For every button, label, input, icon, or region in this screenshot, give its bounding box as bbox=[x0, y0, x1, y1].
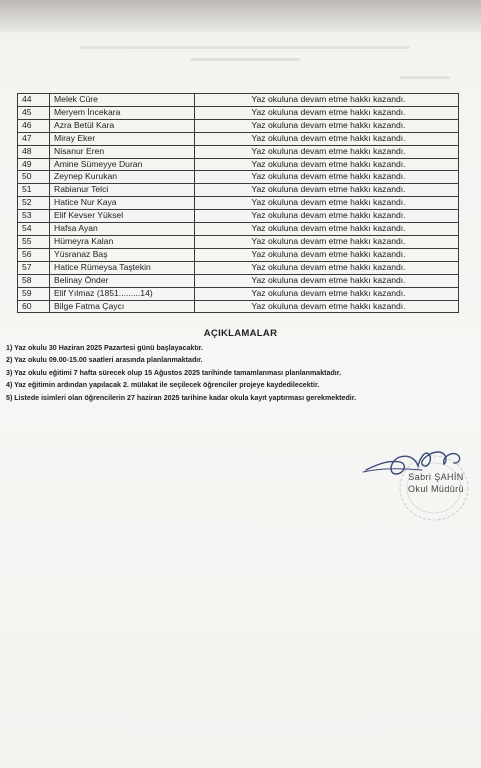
row-number: 57 bbox=[18, 261, 50, 274]
note-item: 1) Yaz okulu 30 Haziran 2025 Pazartesi günü başlayacaktır. bbox=[6, 344, 204, 352]
student-name: Miray Eker bbox=[50, 132, 195, 145]
signature-block bbox=[360, 430, 475, 530]
table-row bbox=[18, 184, 459, 197]
row-number: 60 bbox=[18, 300, 50, 313]
student-name: Hatice Nur Kaya bbox=[50, 197, 195, 210]
student-name: Azra Betül Kara bbox=[50, 119, 195, 132]
student-name: Yüsranaz Baş bbox=[50, 248, 195, 261]
table-row bbox=[18, 94, 459, 107]
row-number: 55 bbox=[18, 235, 50, 248]
row-number: 53 bbox=[18, 210, 50, 223]
notes-title: AÇIKLAMALAR bbox=[203, 328, 278, 339]
status-text: Yaz okuluna devam etme hakkı kazandı. bbox=[195, 300, 459, 313]
table-row bbox=[18, 274, 459, 287]
table-row bbox=[18, 248, 459, 261]
status-text: Yaz okuluna devam etme hakkı kazandı. bbox=[195, 171, 459, 184]
student-name: Elif Yılmaz (1851.........14) bbox=[50, 287, 195, 300]
row-number: 46 bbox=[18, 119, 50, 132]
row-number: 56 bbox=[18, 248, 50, 261]
status-text: Yaz okuluna devam etme hakkı kazandı. bbox=[195, 132, 459, 145]
student-name: Melek Cüre bbox=[50, 94, 195, 107]
table-row bbox=[18, 235, 459, 248]
row-number: 48 bbox=[18, 145, 50, 158]
row-number: 59 bbox=[18, 287, 50, 300]
row-number: 47 bbox=[18, 132, 50, 145]
student-name: Belinay Önder bbox=[50, 274, 195, 287]
student-name: Bilge Fatma Çaycı bbox=[50, 300, 195, 313]
bleed-through-text bbox=[40, 40, 460, 84]
table-row bbox=[18, 261, 459, 274]
status-text: Yaz okuluna devam etme hakkı kazandı. bbox=[195, 235, 459, 248]
status-text: Yaz okuluna devam etme hakkı kazandı. bbox=[195, 94, 459, 107]
status-text: Yaz okuluna devam etme hakkı kazandı. bbox=[195, 145, 459, 158]
note-item: 2) Yaz okulu 09.00-15.00 saatleri arasında planlanmaktadır. bbox=[6, 356, 203, 365]
note-item: 4) Yaz eğitimin ardından yapılacak 2. mülakat ile seçilecek öğrenciler projeye kaydedilecektir. bbox=[6, 381, 320, 390]
row-number: 58 bbox=[18, 274, 50, 287]
table-row bbox=[18, 197, 459, 210]
status-text: Yaz okuluna devam etme hakkı kazandı. bbox=[195, 287, 459, 300]
student-name: Rabianur Telci bbox=[50, 184, 195, 197]
status-text: Yaz okuluna devam etme hakkı kazandı. bbox=[195, 197, 459, 210]
student-table-body bbox=[18, 94, 459, 313]
status-text: Yaz okuluna devam etme hakkı kazandı. bbox=[195, 106, 459, 119]
table-row bbox=[18, 106, 459, 119]
table-row bbox=[18, 119, 459, 132]
status-text: Yaz okuluna devam etme hakkı kazandı. bbox=[195, 158, 459, 171]
status-text: Yaz okuluna devam etme hakkı kazandı. bbox=[195, 248, 459, 261]
student-name: Meryem İncekara bbox=[50, 106, 195, 119]
student-table bbox=[17, 93, 459, 313]
status-text: Yaz okuluna devam etme hakkı kazandı. bbox=[195, 274, 459, 287]
table-row bbox=[18, 132, 459, 145]
student-name: Zeynep Kurukan bbox=[50, 171, 195, 184]
status-text: Yaz okuluna devam etme hakkı kazandı. bbox=[195, 119, 459, 132]
row-number: 50 bbox=[18, 171, 50, 184]
notes-list bbox=[6, 342, 476, 404]
table-row bbox=[18, 145, 459, 158]
student-name: Elif Kevser Yüksel bbox=[50, 210, 195, 223]
table-row bbox=[18, 223, 459, 236]
row-number: 44 bbox=[18, 94, 50, 107]
principal-title: Okul Müdürü bbox=[408, 484, 464, 494]
student-name: Hümeyra Kalan bbox=[50, 235, 195, 248]
student-name: Hafsa Ayan bbox=[50, 223, 195, 236]
scan-shadow bbox=[0, 0, 481, 32]
table-row bbox=[18, 158, 459, 171]
note-item: 5) Listede isimleri olan öğrencilerin 27 haziran 2025 tarihine kadar okula kayıt yaptırması gerekmektedir. bbox=[6, 393, 357, 402]
table-row bbox=[18, 300, 459, 313]
row-number: 45 bbox=[18, 106, 50, 119]
student-name: Nisanur Eren bbox=[50, 145, 195, 158]
status-text: Yaz okuluna devam etme hakkı kazandı. bbox=[195, 261, 459, 274]
principal-name: Sabri ŞAHİN bbox=[408, 472, 464, 482]
status-text: Yaz okuluna devam etme hakkı kazandı. bbox=[195, 184, 459, 197]
table-row bbox=[18, 171, 459, 184]
row-number: 51 bbox=[18, 184, 50, 197]
row-number: 54 bbox=[18, 223, 50, 236]
status-text: Yaz okuluna devam etme hakkı kazandı. bbox=[195, 223, 459, 236]
row-number: 52 bbox=[18, 197, 50, 210]
table-row bbox=[18, 287, 459, 300]
note-item: 3) Yaz okulu eğitimi 7 hafta sürecek olup 15 Ağustos 2025 tarihinde tamamlanması planlanmaktadır. bbox=[6, 368, 342, 377]
table-row bbox=[18, 210, 459, 223]
student-name: Hatice Rümeysa Taştekin bbox=[50, 261, 195, 274]
student-name: Amine Sümeyye Duran bbox=[50, 158, 195, 171]
status-text: Yaz okuluna devam etme hakkı kazandı. bbox=[195, 210, 459, 223]
row-number: 49 bbox=[18, 158, 50, 171]
